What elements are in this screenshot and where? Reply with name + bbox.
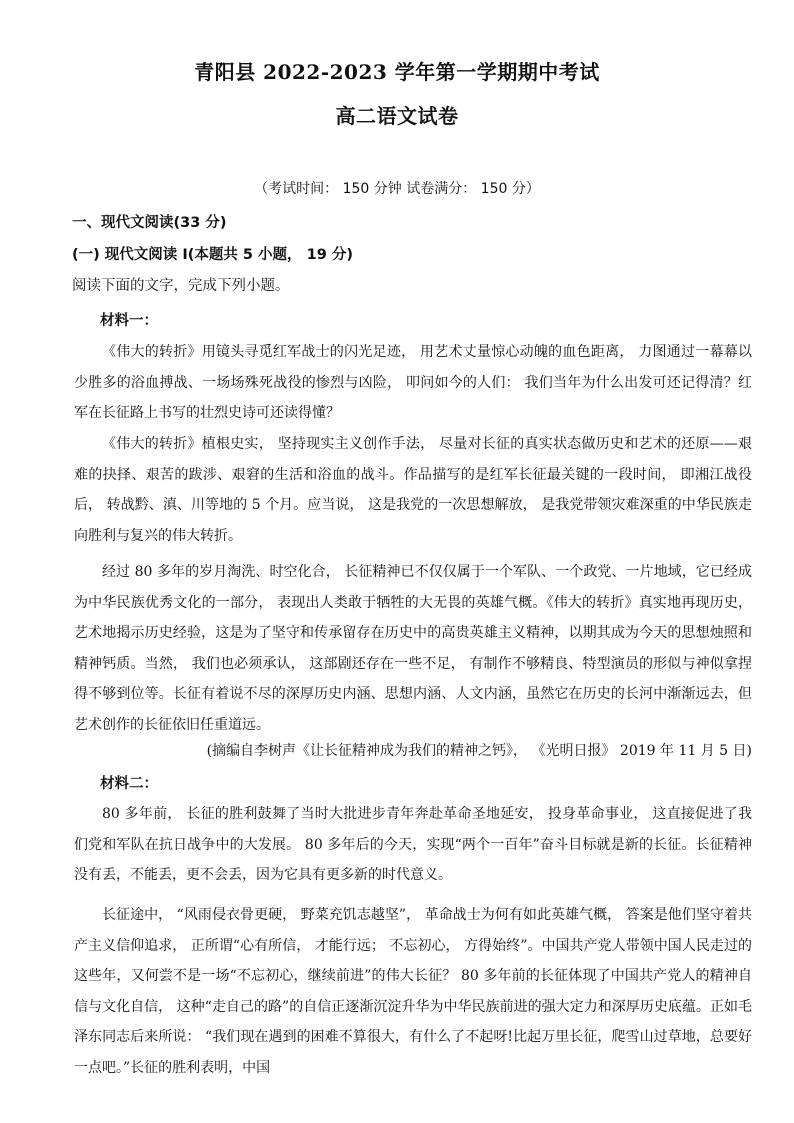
exam-info: （考试时间： 150 分钟 试卷满分： 150 分） bbox=[254, 181, 540, 197]
material1-source: (摘编自李树声《让长征精神成为我们的精神之钙》， 《光明日报》 2019 年 11 月 5 日) bbox=[206, 743, 752, 759]
material2-label: 材料二： bbox=[100, 776, 158, 792]
material1-paragraph: 《伟大的转折》植根史实， 坚持现实主义创作手法， 尽量对长征的真实状态做历史和艺术的还原——艰难的抉择、艰苦的跋涉、艰窘的生活和浴血的战斗。作品描写的是红军长征最关键的一段时间， 即湘江战役后， 转战黔、滇、川等地的 5 个月。应当说， 这是我党的一次思想解放， 是我党带领灾难深重的中华民族走向胜利与复兴的伟大转折。 bbox=[74, 436, 752, 544]
section-subheading: (一) 现代文阅读 Ⅰ(本题共 5 小题， 19 分) bbox=[72, 247, 353, 263]
material1-paragraph: 经过 80 多年的岁月淘洗、时空化合， 长征精神已不仅仅属于一个军队、一个政党、一片地域，它已经成为中华民族优秀文化的一部分， 表现出人类敢于牺牲的大无畏的英雄气概。《伟大的转折》真实地再现历史，艺术地揭示历史经验，这是为了坚守和传承留存在历史中的高贵英雄主义精神，以期其成为今天的思想烛照和精神钙质。当然， 我们也必须承认， 这部剧还存在一些不足， 有制作不够精良、特型演员的形似与神似拿捏得不够到位等。长征有着说不尽的深厚历史内涵、思想内涵、人文内涵，虽然它在历史的长河中渐渐远去，但艺术创作的长征依旧任重道远。 bbox=[74, 564, 752, 733]
material1-label: 材料一： bbox=[100, 313, 158, 329]
material2-paragraph: 长征途中， “风雨侵衣骨更硬， 野菜充饥志越坚”， 革命战士为何有如此英雄气概， 答案是他们坚守着共产主义信仰追求， 正所谓“心有所信， 才能行远； 不忘初心， 方得始终”。中国共产党人带领中国人民走过的这些年，又何尝不是一场“不忘初心，继续前进”的伟大长征？ 80 多年前的长征体现了中国共产党人的精神自信与文化自信， 这种“走自己的路”的自信正逐渐沉淀升华为中华民族前进的强大定力和深厚历史底蕴。正如毛泽东同志后来所说： “我们现在遇到的困难不算很大，有什么了不起呀!比起万里长征，爬雪山过草地，总要好一点吧。”长征的胜利表明，中国 bbox=[74, 907, 752, 1076]
exam-title: 青阳县 2022-2023 学年第一学期期中考试 bbox=[194, 60, 600, 84]
paper-title: 高二语文试卷 bbox=[335, 104, 459, 128]
section-heading: 一、现代文阅读(33 分) bbox=[72, 215, 227, 231]
reading-instruction: 阅读下面的文字，完成下列小题。 bbox=[72, 278, 290, 294]
material2-paragraph: 80 多年前， 长征的胜利鼓舞了当时大批进步青年奔赴革命圣地延安， 投身革命事业， 这直接促进了我们党和军队在抗日战争中的大发展。 80 多年后的今天，实现“两个一百年”奋斗目标就是新的长征。长征精神没有丢，不能丢，更不会丢，因为它具有更多新的时代意义。 bbox=[74, 806, 752, 883]
material1-paragraph: 《伟大的转折》用镜头寻觅红军战士的闪光足迹， 用艺术丈量惊心动魄的血色距离， 力图通过一幕幕以少胜多的浴血搏战、一场场殊死战役的惨烈与凶险， 叩问如今的人们： 我们当年为什么出发可还记得清？红军在长征路上书写的壮烈史诗可还读得懂？ bbox=[74, 344, 752, 421]
